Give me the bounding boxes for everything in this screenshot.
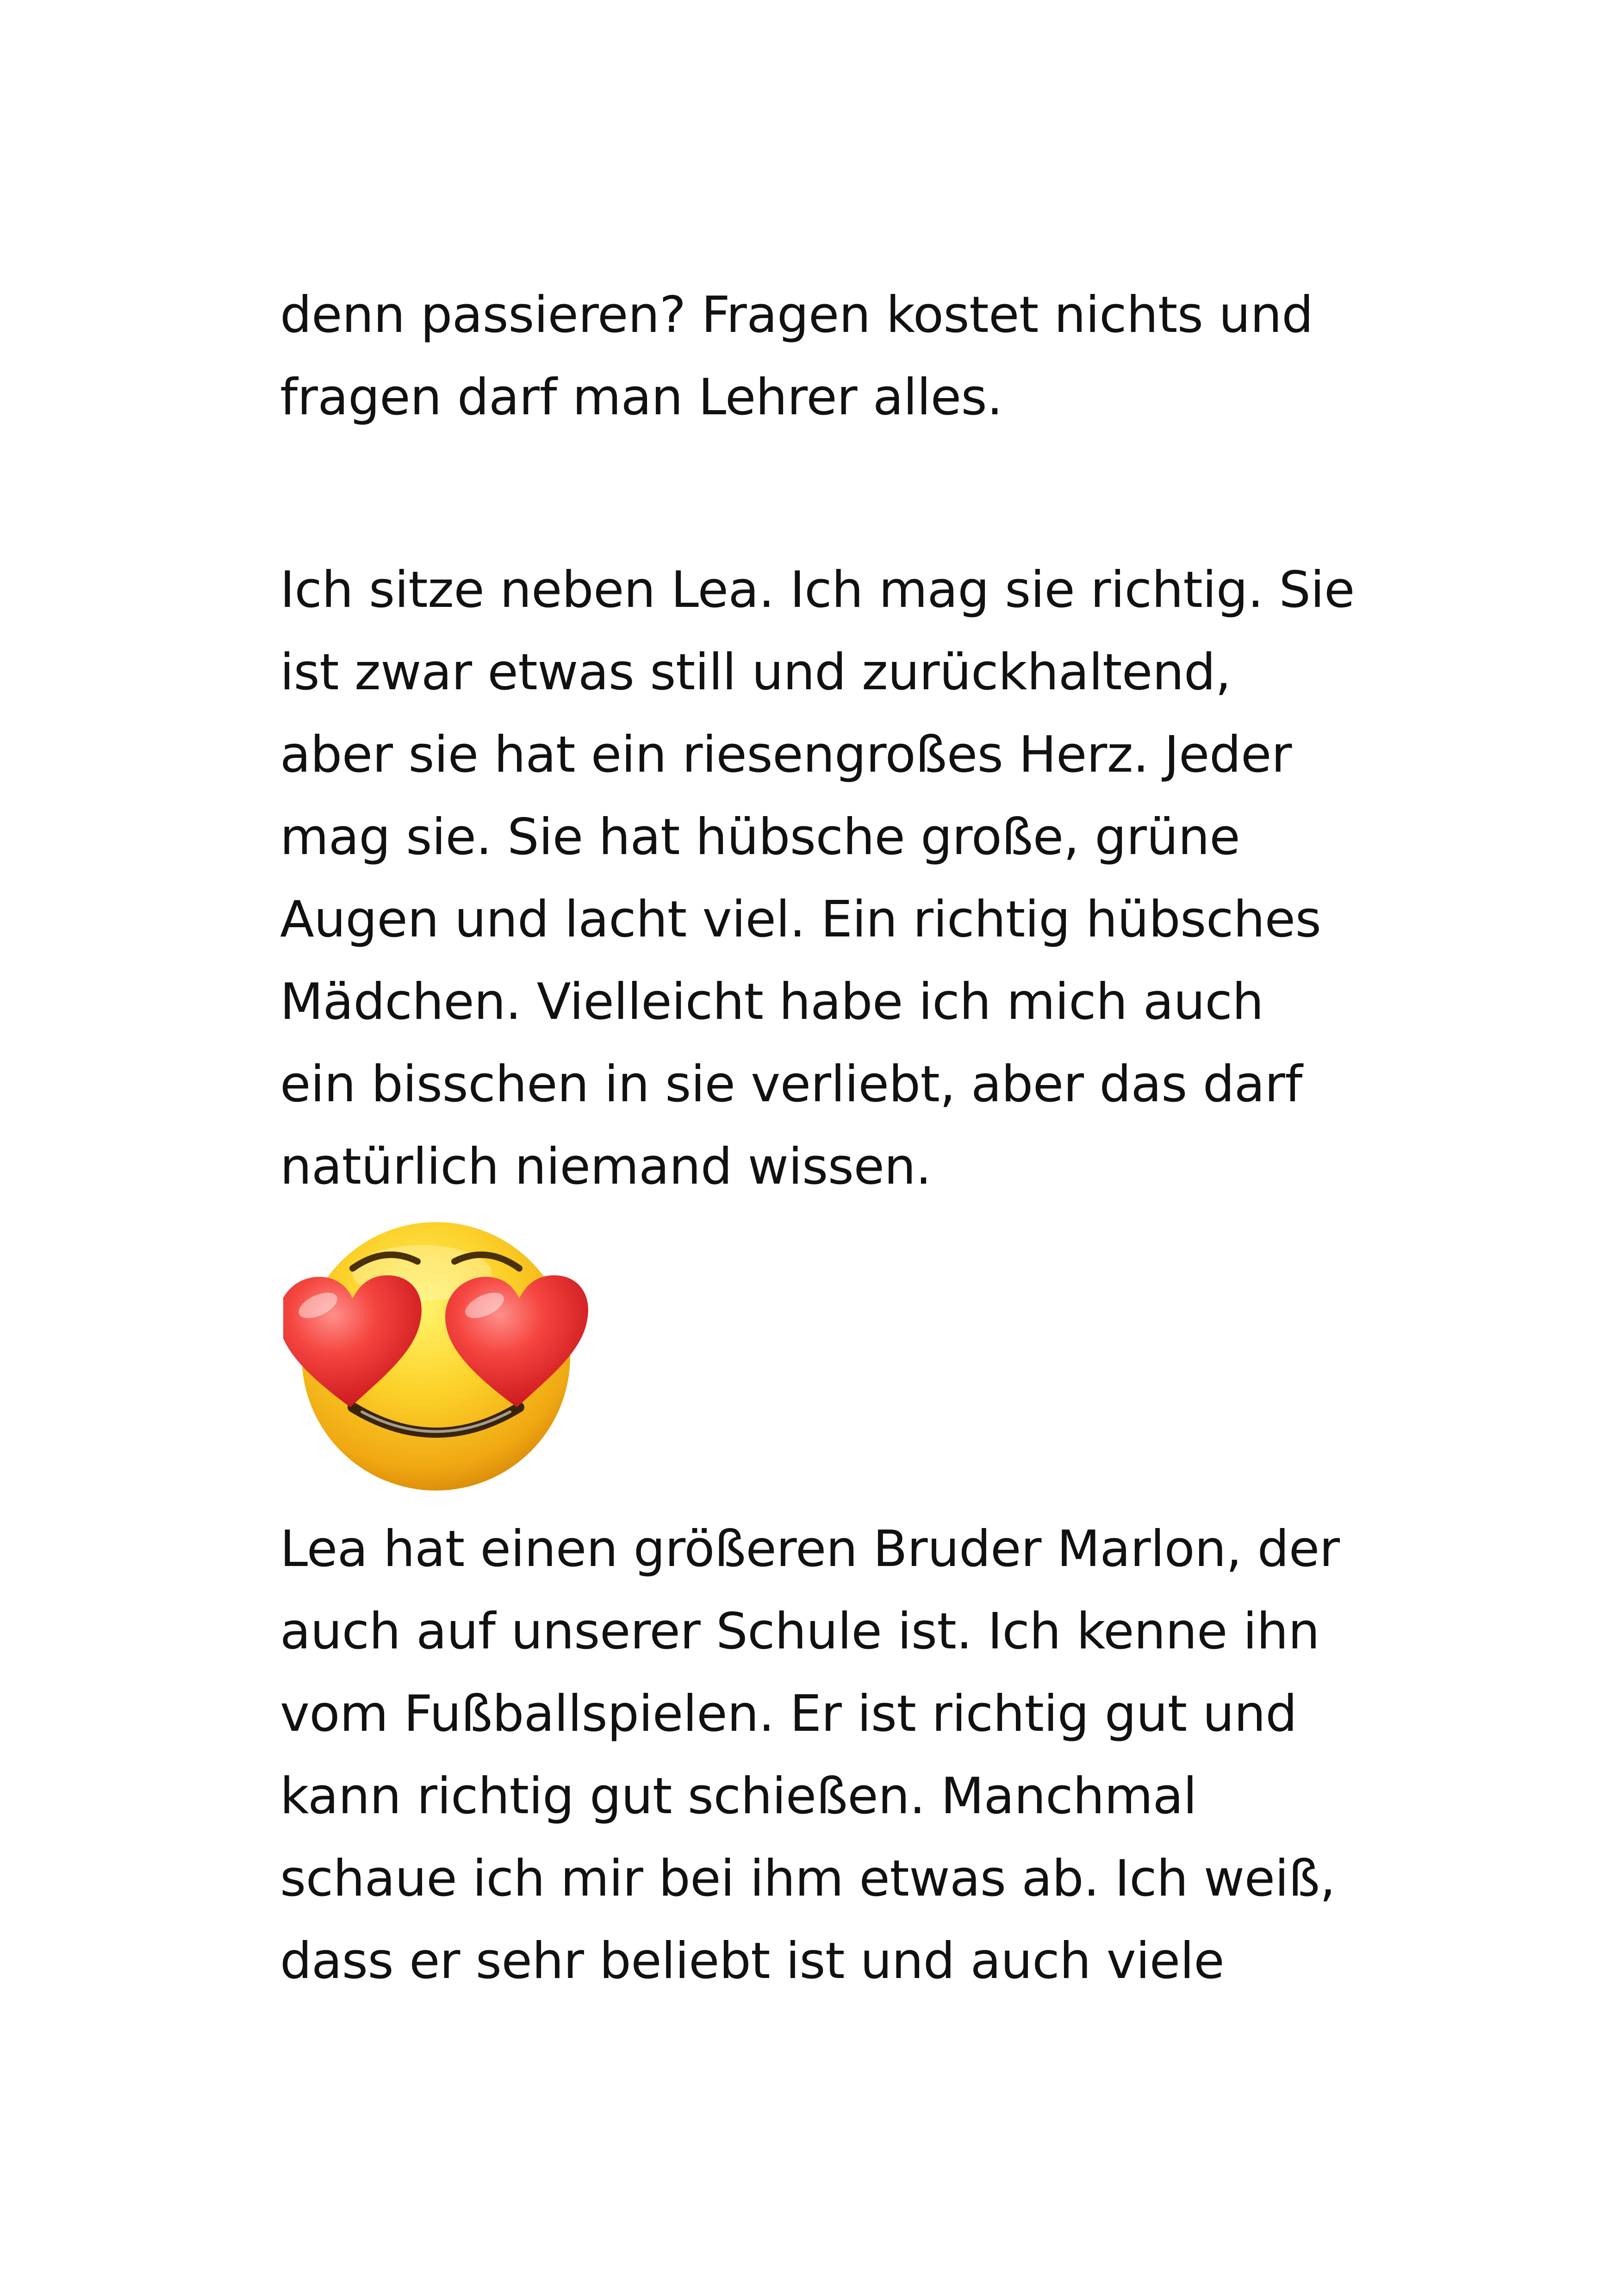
paragraph-line: fragen darf man Lehrer alles. [280,368,1003,426]
paragraph-line: dass er sehr beliebt ist und auch viele [280,1932,1225,1990]
paragraph-line: Augen und lacht viel. Ein richtig hübsches [280,891,1321,948]
paragraph-line: denn passieren? Fragen kostet nichts und [280,286,1313,344]
paragraph-line: Ich sitze neben Lea. Ich mag sie richtig. Sie [280,561,1355,619]
paragraph-line: aber sie hat ein riesengroßes Herz. Jeder [280,726,1292,784]
paragraph-line: vom Fußballspielen. Er ist richtig gut und [280,1685,1297,1743]
paragraph-line: natürlich niemand wissen. [280,1138,932,1196]
paragraph-2 [280,549,1391,1208]
paragraph-line: ist zwar etwas still und zurückhaltend, [280,643,1231,701]
paragraph-1 [280,274,1391,439]
paragraph-line: auch auf unserer Schule ist. Ich kenne ihn [280,1603,1320,1660]
paragraph-line: Lea hat einen größeren Bruder Marlon, der [280,1520,1340,1578]
heart-eyes-emoji-icon [283,1217,598,1495]
paragraph-line: mag sie. Sie hat hübsche große, grüne [280,808,1240,866]
paragraph-line: schaue ich mir bei ihm etwas ab. Ich weiß, [280,1850,1336,1908]
paragraph-line: Mädchen. Vielleicht habe ich mich auch [280,973,1264,1031]
paragraph-line: kann richtig gut schießen. Manchmal [280,1767,1197,1825]
paragraph-3 [280,1508,1391,2003]
paragraph-line: ein bisschen in sie verliebt, aber das darf [280,1055,1302,1113]
